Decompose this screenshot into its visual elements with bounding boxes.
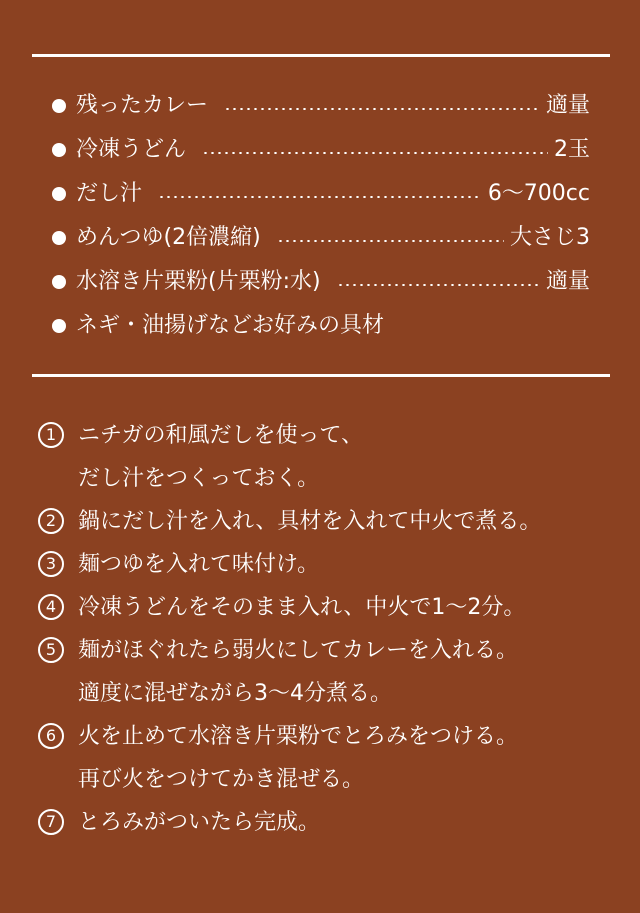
ingredient-item: [52, 84, 590, 128]
step-line: とろみがついたら完成。: [78, 810, 321, 835]
step-line: 適度に混ぜながら3〜4分煮る。: [78, 681, 392, 706]
dot-leader: [337, 284, 540, 286]
ingredient-list: [52, 84, 590, 348]
step-line: 麺がほぐれたら弱火にしてカレーを入れる。: [78, 638, 519, 663]
ingredient-amount: 大さじ3: [510, 225, 590, 250]
ingredient-name: 水溶き片栗粉(片栗粉:水): [76, 269, 321, 294]
bullet-icon: [52, 187, 66, 201]
step-line: 冷凍うどんをそのまま入れ、中火で1〜2分。: [78, 595, 526, 620]
step-item: [38, 414, 610, 500]
bullet-icon: [52, 319, 66, 333]
ingredient-item: [52, 260, 590, 304]
step-item: [38, 801, 610, 844]
ingredient-name: 残ったカレー: [76, 93, 209, 118]
step-line: 火を止めて水溶き片栗粉でとろみをつける。: [78, 724, 519, 749]
step-line: だし汁をつくっておく。: [78, 466, 320, 491]
bullet-icon: [52, 275, 66, 289]
step-line: 麺つゆを入れて味付け。: [78, 552, 320, 577]
step-text: [78, 586, 525, 629]
top-divider: [32, 54, 610, 57]
step-list: [38, 414, 610, 844]
ingredient-item: [52, 216, 590, 260]
step-item: [38, 629, 610, 715]
step-number: 2: [38, 508, 64, 534]
bullet-icon: [52, 99, 66, 113]
ingredient-item: [52, 304, 590, 348]
step-item: [38, 715, 610, 801]
step-line: 鍋にだし汁を入れ、具材を入れて中火で煮る。: [78, 509, 542, 534]
step-line: ニチガの和風だしを使って、: [78, 423, 364, 448]
dot-leader: [202, 152, 548, 154]
ingredient-amount: 2玉: [554, 137, 590, 162]
bullet-icon: [52, 143, 66, 157]
bullet-icon: [52, 231, 66, 245]
step-text: [78, 629, 518, 715]
step-number: 7: [38, 809, 64, 835]
ingredient-name: だし汁: [76, 181, 143, 206]
ingredient-item: [52, 172, 590, 216]
step-line: 再び火をつけてかき混ぜる。: [78, 767, 365, 792]
dot-leader: [277, 240, 504, 242]
ingredient-name: めんつゆ(2倍濃縮): [76, 225, 261, 250]
dot-leader: [158, 196, 482, 198]
step-text: [78, 715, 518, 801]
step-number: 1: [38, 422, 64, 448]
step-text: [78, 500, 541, 543]
step-number: 5: [38, 637, 64, 663]
step-number: 4: [38, 594, 64, 620]
dot-leader: [224, 108, 540, 110]
step-item: [38, 586, 610, 629]
step-item: [38, 500, 610, 543]
step-text: [78, 543, 319, 586]
step-text: [78, 414, 363, 500]
ingredient-amount: 6〜700cc: [487, 181, 590, 206]
step-number: 6: [38, 723, 64, 749]
step-text: [78, 801, 320, 844]
ingredient-name: ネギ・油揚げなどお好みの具材: [76, 313, 385, 338]
middle-divider: [32, 374, 610, 377]
step-number: 3: [38, 551, 64, 577]
step-item: [38, 543, 610, 586]
ingredient-name: 冷凍うどん: [76, 137, 187, 162]
ingredient-item: [52, 128, 590, 172]
ingredient-amount: 適量: [545, 269, 590, 294]
ingredient-amount: 適量: [545, 93, 590, 118]
